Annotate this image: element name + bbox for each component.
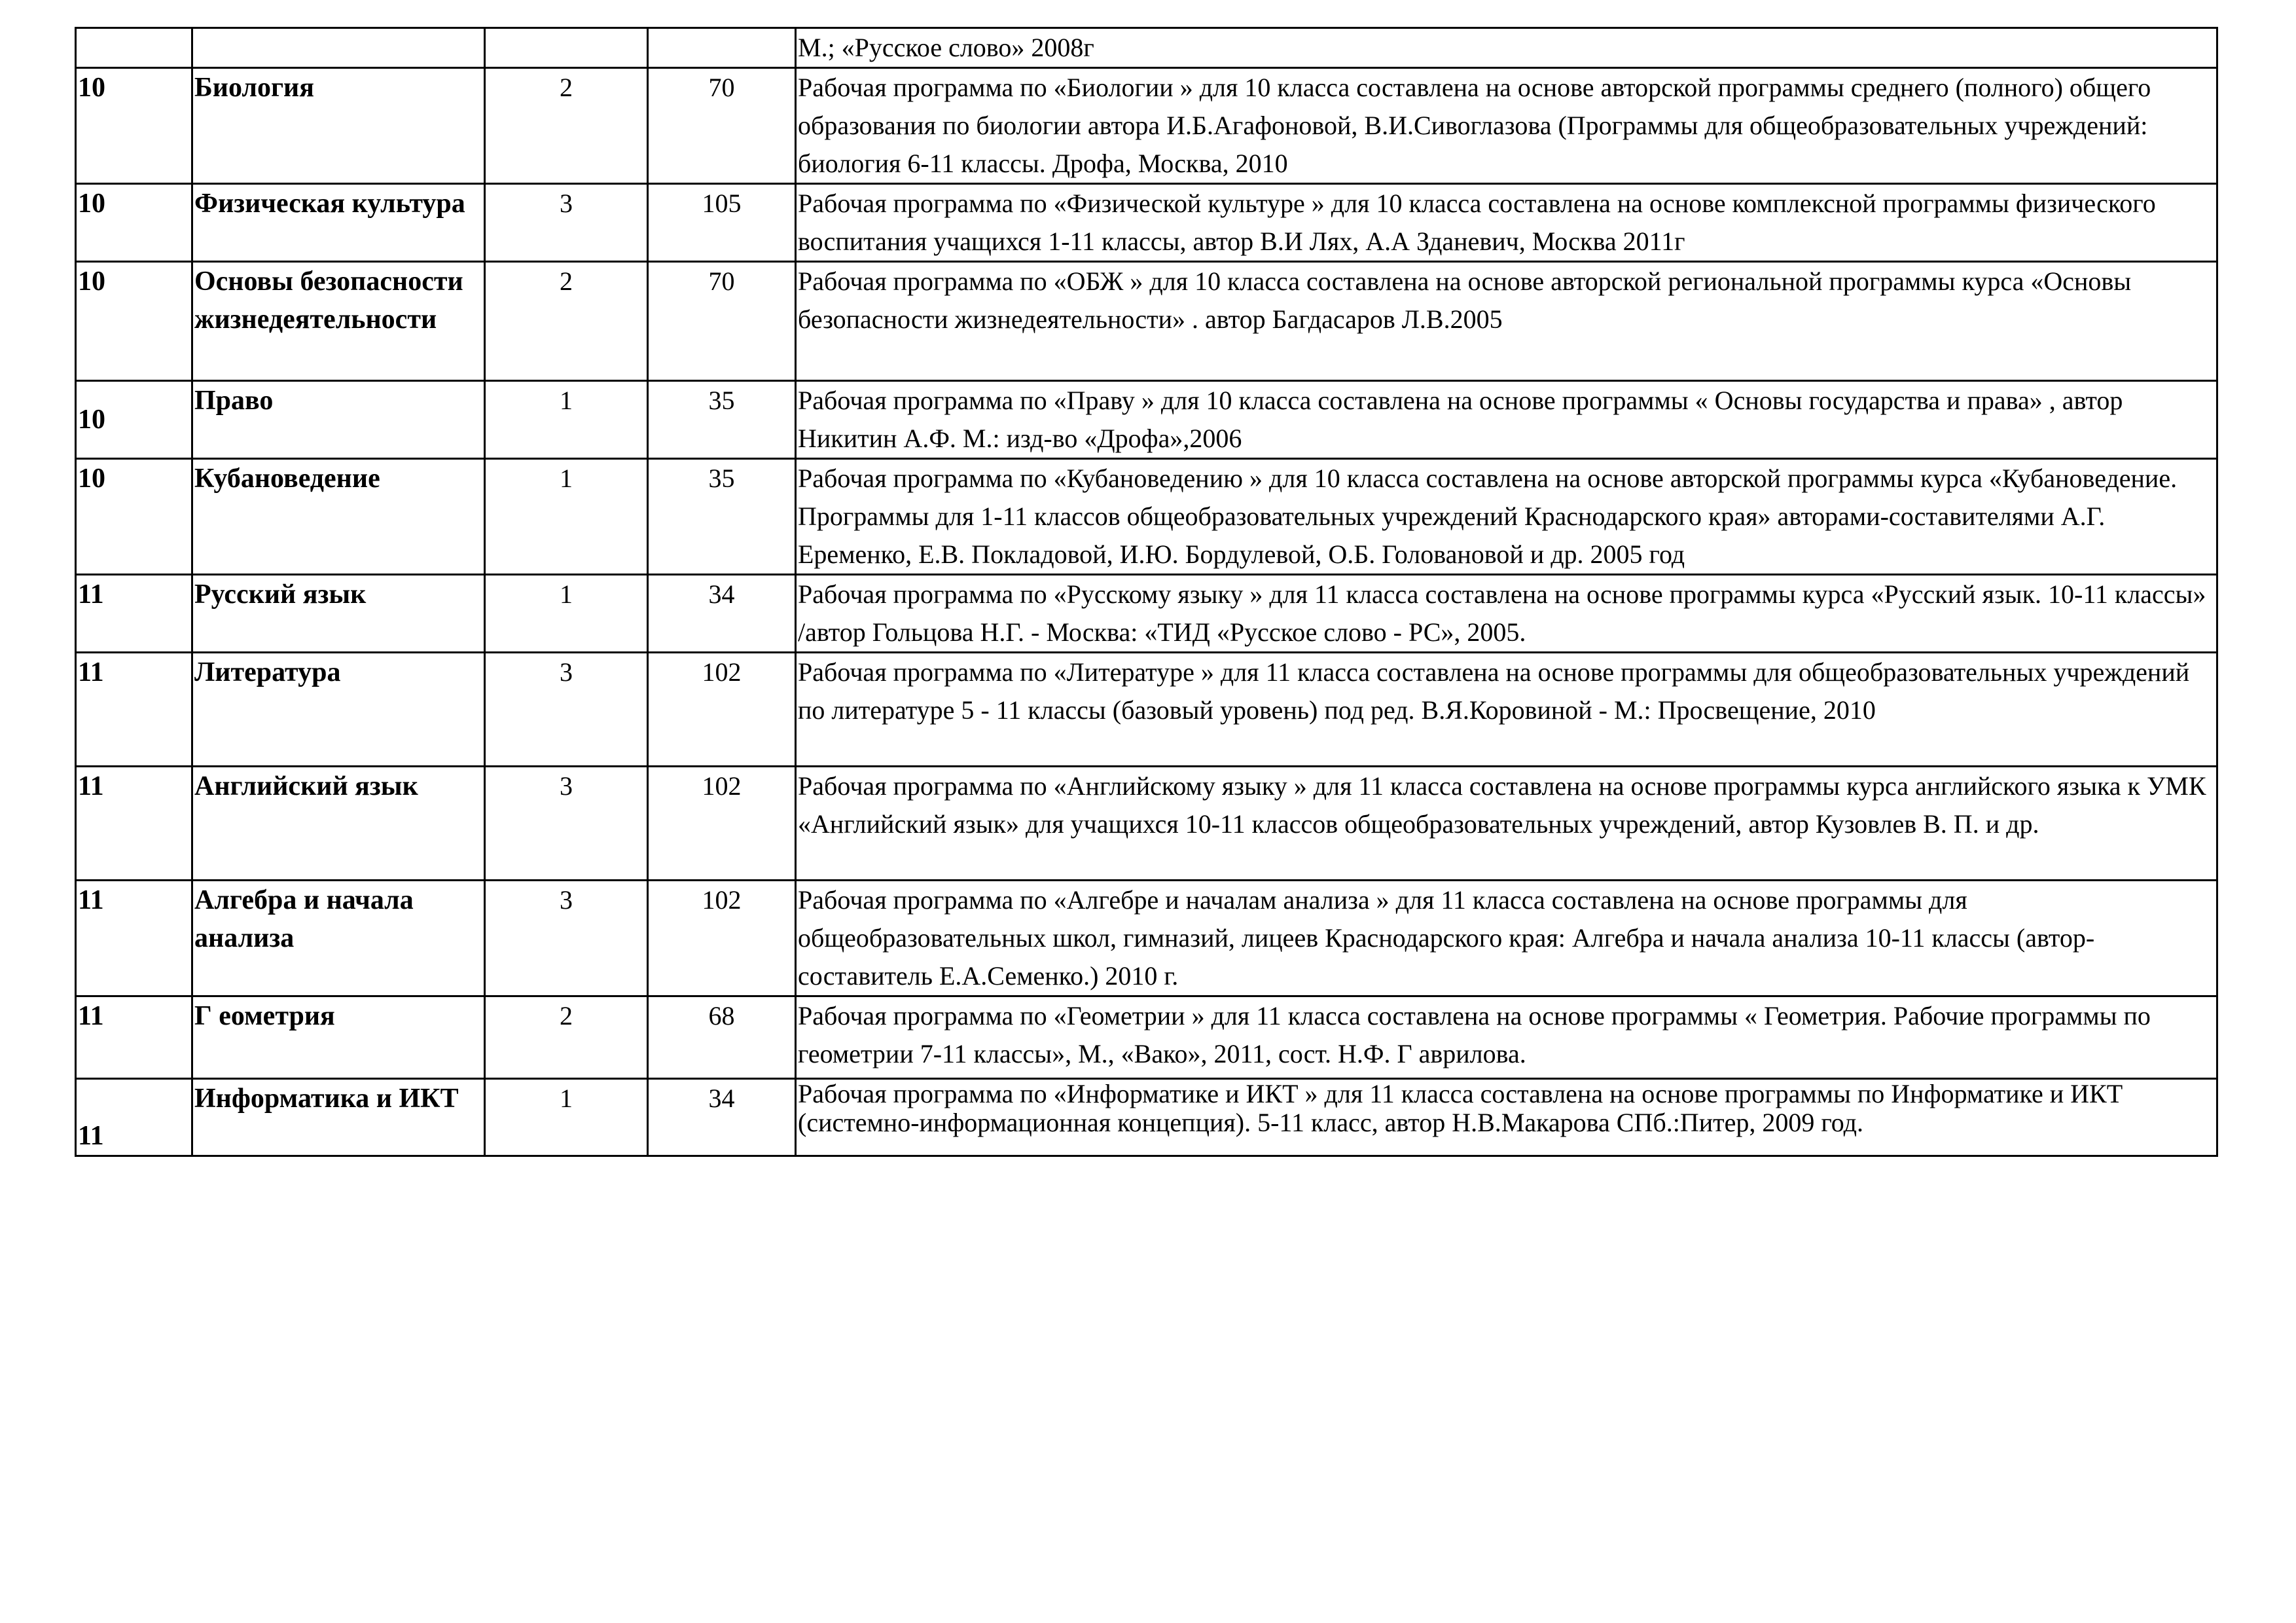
description-cell: Рабочая программа по «Информатике и ИКТ » для 11 класса составлена на основе программы по Информатике и ИКТ (системно-информационная концепция). 5-11 класс, автор Н.В.Макарова СПб.:Питер, 2009 год. — [796, 1079, 2217, 1156]
total-hours-cell — [648, 28, 796, 68]
hours-cell: 3 — [485, 653, 648, 767]
table-row — [76, 381, 2217, 459]
description-cell: Рабочая программа по «Русскому языку » для 11 класса составлена на основе программы курса «Русский язык. 10-11 классы» /автор Гольцова Н.Г. - Москва: «ТИД «Русское слово - РС», 2005. — [796, 575, 2217, 653]
subject-cell: Русский язык — [192, 575, 485, 653]
total-hours-cell: 70 — [648, 262, 796, 381]
table-row — [76, 459, 2217, 575]
table-row — [76, 1079, 2217, 1156]
total-hours-cell: 35 — [648, 459, 796, 575]
grade-cell: 11 — [76, 767, 192, 881]
table-row — [76, 653, 2217, 767]
total-hours-cell: 34 — [648, 1079, 796, 1156]
table-row — [76, 184, 2217, 262]
hours-cell — [485, 28, 648, 68]
hours-cell: 2 — [485, 996, 648, 1079]
hours-cell: 1 — [485, 459, 648, 575]
grade-cell: 11 — [76, 653, 192, 767]
total-hours-cell: 35 — [648, 381, 796, 459]
hours-cell: 3 — [485, 184, 648, 262]
grade-cell: 11 — [76, 881, 192, 996]
grade-cell: 10 — [76, 68, 192, 184]
table-row — [76, 68, 2217, 184]
grade-cell: 10 — [76, 184, 192, 262]
description-cell: Рабочая программа по «Алгебре и началам анализа » для 11 класса составлена на основе программы для общеобразовательных школ, гимназий, лицеев Краснодарского края: Алгебра и начала анализа 10-11 классы (автор-составитель Е.А.Семенко.) 2010 г. — [796, 881, 2217, 996]
hours-cell: 2 — [485, 68, 648, 184]
total-hours-cell: 102 — [648, 881, 796, 996]
total-hours-cell: 102 — [648, 653, 796, 767]
table-row — [76, 996, 2217, 1079]
table-row — [76, 262, 2217, 381]
total-hours-cell: 70 — [648, 68, 796, 184]
hours-cell: 2 — [485, 262, 648, 381]
hours-cell: 3 — [485, 767, 648, 881]
subject-cell: Г еометрия — [192, 996, 485, 1079]
table-row — [76, 575, 2217, 653]
grade-cell: 10 — [76, 381, 192, 459]
total-hours-cell: 68 — [648, 996, 796, 1079]
subject-cell: Право — [192, 381, 485, 459]
description-cell: Рабочая программа по «Геометрии » для 11 класса составлена на основе программы « Геометрия. Рабочие программы по геометрии 7-11 классы», М., «Вако», 2011, сост. Н.Ф. Г аврилова. — [796, 996, 2217, 1079]
hours-cell: 1 — [485, 1079, 648, 1156]
hours-cell: 1 — [485, 575, 648, 653]
description-cell: Рабочая программа по «Физической культуре » для 10 класса составлена на основе комплексной программы физического воспитания учащихся 1-11 классы, автор В.И Лях, А.А Зданевич, Москва 2011г — [796, 184, 2217, 262]
grade-cell: 10 — [76, 262, 192, 381]
subject-cell: Основы безопасности жизнедеятельности — [192, 262, 485, 381]
description-cell: М.; «Русское слово» 2008г — [796, 28, 2217, 68]
grade-cell: 11 — [76, 996, 192, 1079]
subject-cell: Литература — [192, 653, 485, 767]
total-hours-cell: 34 — [648, 575, 796, 653]
subject-cell — [192, 28, 485, 68]
description-cell: Рабочая программа по «Праву » для 10 класса составлена на основе программы « Основы государства и права» , автор Никитин А.Ф. М.: изд-во «Дрофа»,2006 — [796, 381, 2217, 459]
subject-cell: Информатика и ИКТ — [192, 1079, 485, 1156]
subject-cell: Кубановедение — [192, 459, 485, 575]
table-row — [76, 28, 2217, 68]
table-row — [76, 767, 2217, 881]
description-cell: Рабочая программа по «Биологии » для 10 класса составлена на основе авторской программы среднего (полного) общего образования по биологии автора И.Б.Агафоновой, В.И.Сивоглазова (Программы для общеобразовательных учреждений: биология 6-11 классы. Дрофа, Москва, 2010 — [796, 68, 2217, 184]
subject-cell: Биология — [192, 68, 485, 184]
grade-cell: 11 — [76, 1079, 192, 1156]
description-cell: Рабочая программа по «Кубановедению » для 10 класса составлена на основе авторской программы курса «Кубановедение. Программы для 1-11 классов общеобразовательных учреждений Краснодарского края» авторами-составителями А.Г. Еременко, Е.В. Покладовой, И.Ю. Бордулевой, О.Б. Головановой и др. 2005 год — [796, 459, 2217, 575]
total-hours-cell: 105 — [648, 184, 796, 262]
hours-cell: 3 — [485, 881, 648, 996]
subject-cell: Физическая культура — [192, 184, 485, 262]
grade-cell: 10 — [76, 459, 192, 575]
programs-table — [75, 27, 2218, 1157]
subject-cell: Алгебра и начала анализа — [192, 881, 485, 996]
description-cell: Рабочая программа по «Английскому языку » для 11 класса составлена на основе программы курса английского языка к УМК «Английский язык» для учащихся 10-11 классов общеобразовательных учреждений, автор Кузовлев В. П. и др. — [796, 767, 2217, 881]
description-cell: Рабочая программа по «Литературе » для 11 класса составлена на основе программы для общеобразовательных учреждений по литературе 5 - 11 классы (базовый уровень) под ред. В.Я.Коровиной - М.: Просвещение, 2010 — [796, 653, 2217, 767]
grade-cell — [76, 28, 192, 68]
total-hours-cell: 102 — [648, 767, 796, 881]
subject-cell: Английский язык — [192, 767, 485, 881]
hours-cell: 1 — [485, 381, 648, 459]
table-row — [76, 881, 2217, 996]
description-cell: Рабочая программа по «ОБЖ » для 10 класса составлена на основе авторской региональной программы курса «Основы безопасности жизнедеятельности» . автор Багдасаров Л.В.2005 — [796, 262, 2217, 381]
grade-cell: 11 — [76, 575, 192, 653]
